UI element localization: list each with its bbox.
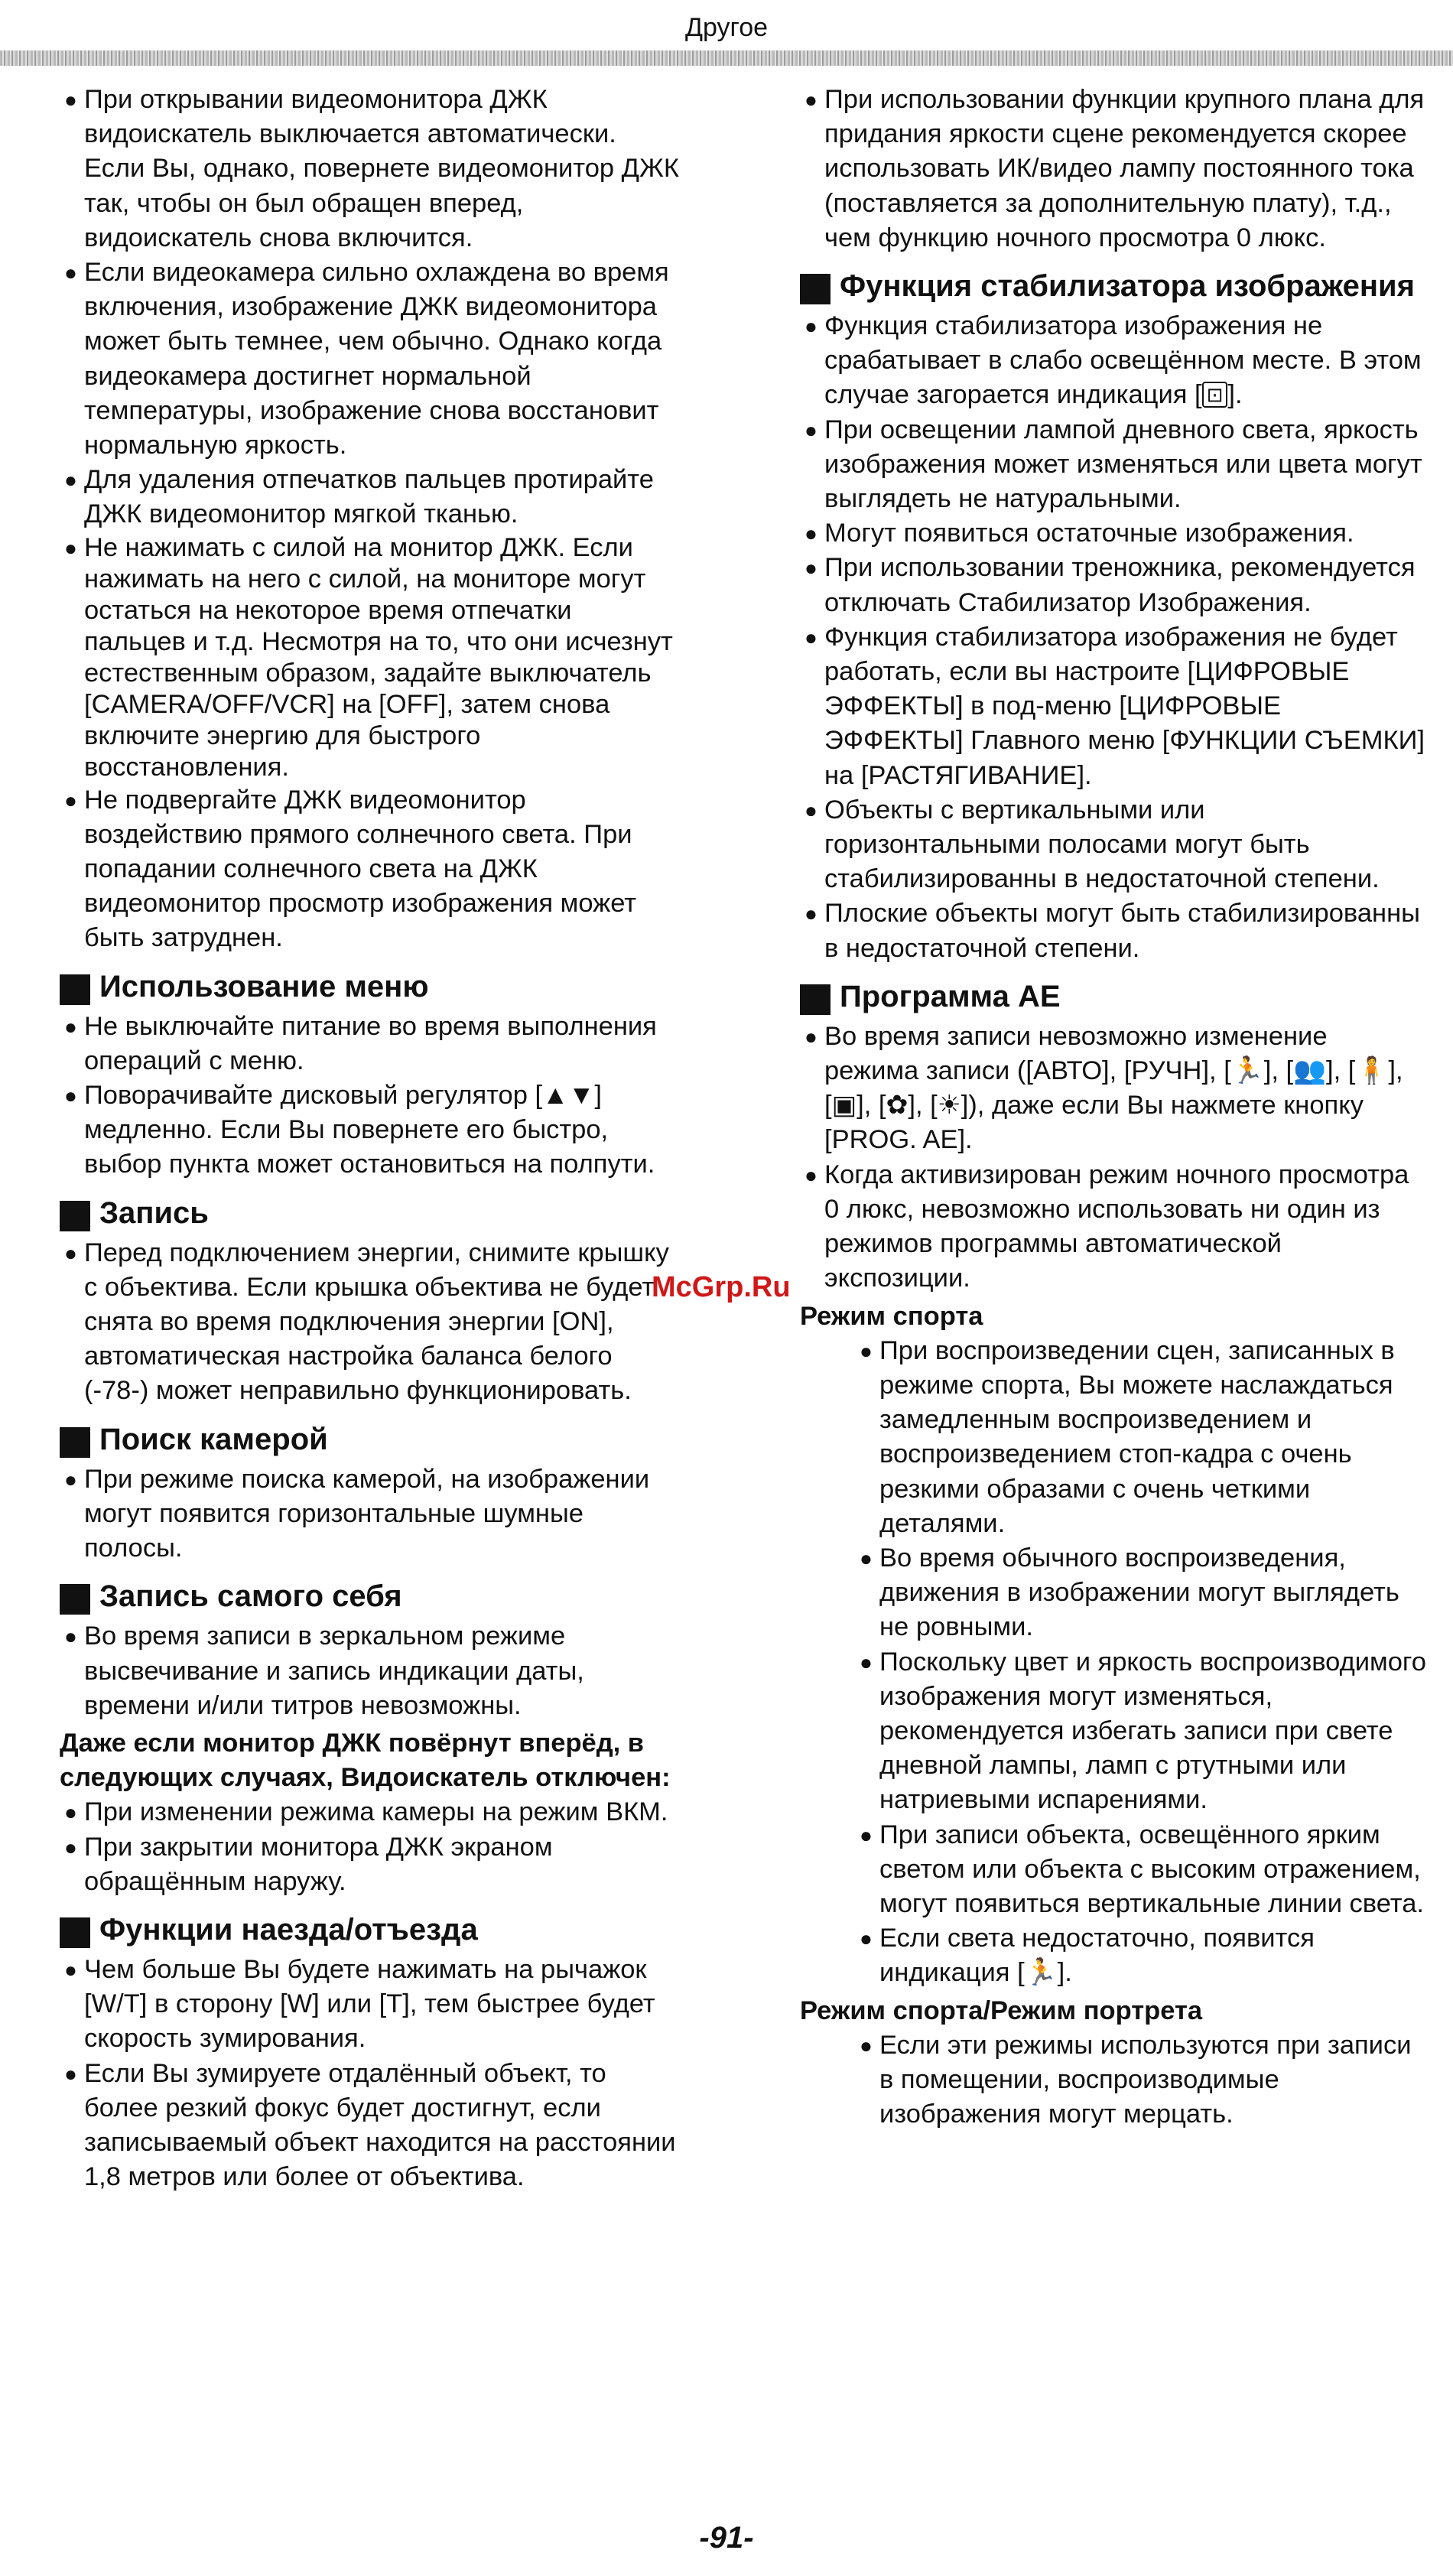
subheading-self: Даже если монитор ДЖК повёрнут вперёд, в следующих случаях, Видоискатель отключен: bbox=[60, 1728, 671, 1793]
bullet-item bbox=[60, 1236, 679, 1409]
right-column bbox=[800, 83, 1427, 2132]
header-rule bbox=[0, 50, 1453, 66]
bullet-dot-icon: ● bbox=[805, 314, 818, 339]
bullet-text: Если видеокамера сильно охлаждена во время включения, изображение ДЖК видеомонитора может быть темнее, чем обычно. Однако когда видеокамера достигнет нормальной температуры, изображение снова восстановит нормальную яркость. bbox=[84, 258, 669, 460]
bullet-item bbox=[60, 83, 679, 255]
bullet-item bbox=[800, 83, 1427, 255]
bullet-text: При режиме поиска камерой, на изображении могут появится горизонтальные шумные полосы. bbox=[84, 1464, 650, 1563]
bullet-item bbox=[60, 1619, 679, 1723]
section-title: Программа AE bbox=[840, 979, 1061, 1013]
bullet-item bbox=[800, 896, 1427, 965]
bullet-text: Если эти режимы используются при записи в помещении, воспроизводимые изображения могут мерцать. bbox=[879, 2030, 1412, 2129]
bullet-text: Перед подключением энергии, снимите крышку с объектива. Если крышка объектива не будет снята во время подключения энергии [ON], автоматическая настройка баланса белого (-78-) может неправильно функционировать. bbox=[84, 1238, 669, 1406]
bullet-item bbox=[855, 1921, 1427, 1990]
subheading-sport-portrait-mode: Режим спорта/Режим портрета bbox=[800, 1995, 1203, 2025]
section-square-icon bbox=[60, 974, 90, 1005]
bullet-item bbox=[60, 783, 679, 956]
left-column bbox=[60, 83, 679, 2194]
bullet-dot-icon: ● bbox=[860, 1650, 873, 1674]
bullet-text: При воспроизведении сцен, записанных в режиме спорта, Вы можете наслаждаться замедленным воспроизведением и воспроизведением стоп-кадра с очень резкими образами с очень четкими деталями. bbox=[879, 1335, 1395, 1538]
bullet-text: Объекты с вертикальными или горизонтальными полосами могут быть стабилизированны в недостаточной степени. bbox=[824, 795, 1380, 894]
bullet-text: Во время записи невозможно изменение режима записи ([АВТО], [РУЧН], [🏃], [👥], [🧍], [▣], [✿], [☀]), даже если Вы нажмете кнопку [PROG. AE]. bbox=[824, 1021, 1403, 1155]
bullet-text: Для удаления отпечатков пальцев протирайте ДЖК видеомонитор мягкой тканью. bbox=[84, 465, 654, 529]
bullet-text: При записи объекта, освещённого ярким светом или объекта с высоким отражением, могут появиться вертикальные линии света. bbox=[879, 1820, 1424, 1918]
bullet-text: Поворачивайте дисковый регулятор [▲▼] медленно. Если Вы повернете его быстро, выбор пункта может остановиться на полпути. bbox=[84, 1081, 655, 1179]
bullet-dot-icon: ● bbox=[64, 88, 77, 112]
bullet-item bbox=[800, 1020, 1427, 1158]
bullet-item bbox=[855, 1645, 1427, 1818]
bullet-text-end: ]. bbox=[1227, 380, 1243, 410]
section-square-icon bbox=[800, 274, 831, 304]
bullet-text: Могут появиться остаточные изображения. bbox=[824, 519, 1354, 548]
bullet-item bbox=[60, 1078, 679, 1182]
bullet-item bbox=[60, 2057, 679, 2195]
bullet-dot-icon: ● bbox=[860, 1823, 873, 1847]
bullet-dot-icon: ● bbox=[805, 625, 818, 649]
bullet-item bbox=[800, 620, 1427, 793]
bullet-dot-icon: ● bbox=[860, 1338, 873, 1363]
bullet-dot-icon: ● bbox=[64, 1625, 77, 1649]
subheading-sport-mode: Режим спорта bbox=[800, 1301, 983, 1331]
bullet-text: Не нажимать с силой на монитор ДЖК. Если нажимать на него с силой, на мониторе могут остаться на некоторое время отпечатки пальцев и т.д. Несмотря на то, что они исчезнут естественным образом, задайте выключатель [CAMERA/OFF/VCR] на [OFF], затем снова включите энергию для быстрого восстановления. bbox=[84, 532, 673, 782]
bullet-text: Чем больше Вы будете нажимать на рычажок [W/T] в сторону [W] или [T], тем быстрее будет скорость зумирования. bbox=[84, 1954, 655, 2054]
bullet-dot-icon: ● bbox=[805, 556, 818, 581]
bullet-dot-icon: ● bbox=[64, 2061, 77, 2086]
bullet-dot-icon: ● bbox=[64, 261, 77, 285]
bullet-text: При закрытии монитора ДЖК экраном обращённым наружу. bbox=[84, 1832, 553, 1896]
bullet-item bbox=[855, 2028, 1427, 2132]
bullet-text: При изменении режима камеры на режим ВКМ. bbox=[84, 1797, 668, 1827]
bullet-item bbox=[60, 1953, 679, 2057]
bullet-text: Поскольку цвет и яркость воспроизводимого изображения могут изменяться, рекомендуется избегать записи при свете дневной лампы, ламп с ртутными или натриевыми испарениями. bbox=[879, 1647, 1426, 1815]
bullet-item bbox=[800, 309, 1427, 413]
bullet-dot-icon: ● bbox=[805, 1024, 818, 1049]
bullet-dot-icon: ● bbox=[64, 1241, 77, 1265]
section-title: Функции наезда/отъезда bbox=[99, 1912, 478, 1947]
shake-icon: ⊡ bbox=[1202, 382, 1228, 408]
bullet-dot-icon: ● bbox=[64, 788, 77, 812]
bullet-text: Функция стабилизатора изображения не будет работать, если вы настроите [ЦИФРОВЫЕ ЭФФЕКТЫ] в под-меню [ЦИФРОВЫЕ ЭФФЕКТЫ] Главного меню [ФУНКЦИИ СЪЕМКИ] на [РАСТЯГИВАНИЕ]. bbox=[824, 622, 1425, 790]
bullet-text: При использовании треножника, рекомендуется отключать Стабилизатор Изображения. bbox=[824, 553, 1416, 617]
bullet-dot-icon: ● bbox=[64, 535, 77, 560]
section-heading-stabilizer bbox=[800, 268, 1427, 304]
page-header-title: Другое bbox=[684, 13, 769, 42]
bullet-dot-icon: ● bbox=[64, 1014, 77, 1039]
bullet-dot-icon: ● bbox=[805, 798, 818, 822]
bullet-item bbox=[60, 1830, 679, 1899]
section-heading-menu bbox=[60, 968, 679, 1005]
bullet-dot-icon: ● bbox=[860, 1927, 873, 1951]
section-heading-camera-search bbox=[60, 1421, 679, 1458]
section-heading-self-recording bbox=[60, 1578, 679, 1615]
bullet-item bbox=[60, 463, 679, 532]
bullet-text: Не подвергайте ДЖК видеомонитор воздействию прямого солнечного света. При попадании солнечного света на ДЖК видеомонитор просмотр изображения может быть затруднен. bbox=[84, 785, 637, 953]
bullet-item bbox=[60, 1795, 679, 1830]
bullet-text: Не выключайте питание во время выполнения операций с меню. bbox=[84, 1011, 657, 1075]
section-heading-program-ae bbox=[800, 978, 1427, 1015]
bullet-dot-icon: ● bbox=[860, 1546, 873, 1570]
bullet-text: Во время обычного воспроизведения, движения в изображении могут выглядеть не ровными. bbox=[879, 1543, 1399, 1642]
bullet-item bbox=[60, 1010, 679, 1078]
section-title: Запись bbox=[99, 1195, 209, 1230]
bullet-text: При освещении лампой дневного света, яркость изображения может изменяться или цвета могут выглядеть не натуральными. bbox=[824, 415, 1422, 514]
section-square-icon bbox=[60, 1584, 90, 1615]
bullet-text: Функция стабилизатора изображения не срабатывает в слабо освещённом месте. В этом случае загорается индикация [ bbox=[824, 311, 1422, 410]
section-square-icon bbox=[60, 1917, 90, 1948]
bullet-dot-icon: ● bbox=[805, 418, 818, 442]
bullet-item bbox=[855, 1818, 1427, 1922]
bullet-item bbox=[60, 1462, 679, 1566]
bullet-dot-icon: ● bbox=[805, 522, 818, 546]
bullet-text: При использовании функции крупного плана для придания яркости сцене рекомендуется скорее использовать ИК/видео лампу постоянного тока (поставляется за дополнительную плату), т.д., чем функцию ночного просмотра 0 люкс. bbox=[824, 85, 1425, 252]
bullet-item bbox=[800, 1158, 1427, 1296]
section-square-icon bbox=[60, 1201, 90, 1231]
bullet-dot-icon: ● bbox=[64, 468, 77, 493]
bullet-text: Если света недостаточно, появится индикация [🏃]. bbox=[879, 1924, 1315, 1988]
bullet-item bbox=[60, 532, 679, 783]
bullet-text: Если Вы зумируете отдалённый объект, то более резкий фокус будет достигнут, если записываемый объект находится на расстоянии 1,8 метров или более от объектива. bbox=[84, 2058, 676, 2192]
section-title: Использование меню bbox=[99, 969, 429, 1003]
bullet-item bbox=[855, 1334, 1427, 1541]
bullet-item bbox=[800, 551, 1427, 620]
bullet-dot-icon: ● bbox=[64, 1957, 77, 1982]
bullet-item bbox=[60, 255, 679, 463]
bullet-dot-icon: ● bbox=[64, 1084, 77, 1108]
bullet-dot-icon: ● bbox=[64, 1800, 77, 1825]
section-heading-zoom bbox=[60, 1911, 679, 1948]
section-title: Функция стабилизатора изображения bbox=[840, 269, 1415, 304]
bullet-dot-icon: ● bbox=[805, 1163, 818, 1187]
bullet-text: При открывании видеомонитора ДЖК видоискатель выключается автоматически. Если Вы, однако, повернете видеомонитор ДЖК так, чтобы он был обращен вперед, видоискатель снова включится. bbox=[84, 85, 679, 252]
bullet-text: Когда активизирован режим ночного просмотра 0 люкс, невозможно использовать ни один из режимов программы автоматической экспозиции. bbox=[824, 1160, 1409, 1293]
page-number: -91- bbox=[699, 2521, 754, 2555]
section-heading-recording bbox=[60, 1195, 679, 1231]
bullet-item bbox=[800, 413, 1427, 517]
watermark: McGrp.Ru bbox=[652, 1271, 791, 1303]
bullet-dot-icon: ● bbox=[805, 88, 818, 112]
bullet-item bbox=[800, 516, 1427, 551]
bullet-text: Плоские объекты могут быть стабилизированны в недостаточной степени. bbox=[824, 899, 1420, 963]
section-square-icon bbox=[800, 984, 831, 1015]
bullet-dot-icon: ● bbox=[64, 1835, 77, 1859]
bullet-dot-icon: ● bbox=[860, 2033, 873, 2057]
bullet-item bbox=[855, 1541, 1427, 1645]
section-square-icon bbox=[60, 1427, 90, 1458]
bullet-dot-icon: ● bbox=[805, 902, 818, 926]
section-title: Запись самого себя bbox=[99, 1579, 402, 1614]
bullet-dot-icon: ● bbox=[64, 1467, 77, 1491]
section-title: Поиск камерой bbox=[99, 1422, 328, 1456]
bullet-item bbox=[800, 793, 1427, 897]
bullet-text: Во время записи в зеркальном режиме высвечивание и запись индикации даты, времени и/или титров невозможны. bbox=[84, 1621, 584, 1720]
